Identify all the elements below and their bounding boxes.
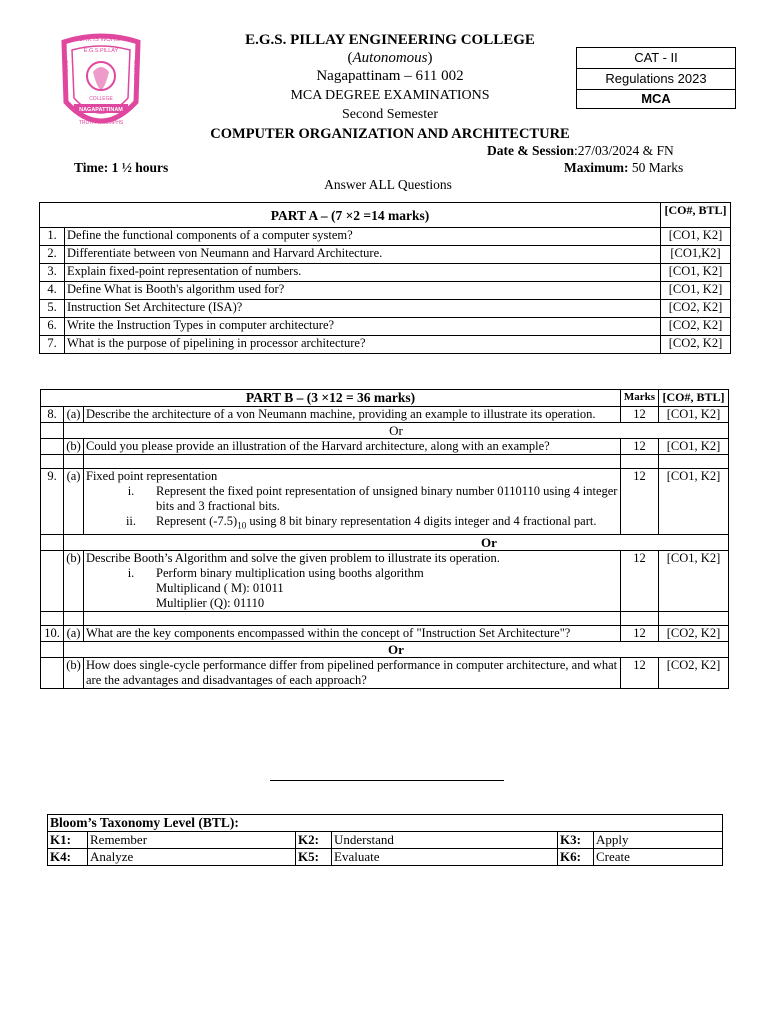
- sub-item-label: i.: [127, 484, 135, 498]
- question-marks: 12: [621, 657, 659, 688]
- question-number: 8.: [41, 407, 64, 423]
- part-a-table: [39, 202, 731, 354]
- table-row: [40, 300, 731, 318]
- semester: Second Semester: [341, 107, 439, 122]
- sub-item-text: [156, 514, 618, 534]
- multiplier: Multiplier (Q): 01110: [156, 595, 265, 610]
- table-row: [40, 264, 731, 282]
- program-label: MCA: [641, 91, 671, 106]
- question-number: 3.: [40, 264, 65, 282]
- question-text: Describe the architecture of a von Neumann machine, providing an example to illustrate its operation.: [84, 407, 621, 423]
- exam-title: MCA DEGREE EXAMINATIONS: [290, 88, 490, 103]
- table-row: [41, 550, 729, 611]
- autonomous-line: [170, 50, 610, 67]
- btl-code: K5:: [296, 849, 332, 866]
- table-row: [40, 318, 731, 336]
- question-number: 10.: [41, 625, 64, 641]
- btl-name: Evaluate: [332, 849, 558, 866]
- logo-city: NAGAPATTINAM: [79, 107, 123, 113]
- question-main-text: Describe Booth’s Algorithm and solve the given problem to illustrate its operation.: [86, 550, 500, 565]
- exam-info-box: [576, 47, 736, 109]
- question-co: [CO1, K2]: [661, 282, 731, 300]
- exam-duration: Time: 1 ½ hours: [74, 160, 169, 175]
- cat-label: CAT - II: [577, 48, 735, 69]
- table-row: [41, 469, 729, 535]
- sub-item-post: using 8 bit binary representation 4 digits integer and 4 fractional part.: [246, 514, 597, 528]
- question-text: What are the key components encompassed within the concept of "Instruction Set Architecture"?: [84, 625, 621, 641]
- question-text: Define What is Booth's algorithm used for?: [65, 282, 661, 300]
- table-row: [41, 625, 729, 641]
- question-text: Write the Instruction Types in computer architecture?: [65, 318, 661, 336]
- question-part-label: (a): [64, 625, 84, 641]
- sub-item-pre: Represent (-7.5): [156, 514, 238, 528]
- question-marks: 12: [621, 407, 659, 423]
- table-row: [41, 657, 729, 688]
- btl-name: Analyze: [88, 849, 296, 866]
- autonomous-text: Autonomous: [352, 50, 428, 66]
- question-number: 1.: [40, 228, 65, 246]
- question-marks: 12: [621, 550, 659, 611]
- btl-name: Create: [594, 849, 723, 866]
- question-number: 5.: [40, 300, 65, 318]
- question-part-label: (a): [64, 407, 84, 423]
- blooms-taxonomy-table: [47, 814, 723, 866]
- question-co: [CO1, K2]: [659, 407, 729, 423]
- sub-item-text: Perform binary multiplication using booths algorithm: [156, 565, 424, 580]
- question-text: Explain fixed-point representation of numbers.: [65, 264, 661, 282]
- logo-top-text: WORK IS WORSHIP: [72, 37, 130, 43]
- question-text: What is the purpose of pipelining in processor architecture?: [65, 336, 661, 354]
- question-co: [CO2, K2]: [659, 625, 729, 641]
- btl-code: K3:: [558, 832, 594, 849]
- instruction: Answer ALL Questions: [324, 177, 452, 192]
- btl-code: K1:: [48, 832, 88, 849]
- blooms-title: Bloom’s Taxonomy Level (BTL):: [48, 815, 723, 832]
- date-value: :27/03/2024 & FN: [574, 143, 674, 158]
- regulations-label: Regulations 2023: [577, 69, 735, 90]
- question-number: 2.: [40, 246, 65, 264]
- subscript: 10: [237, 520, 247, 531]
- table-row: [40, 336, 731, 354]
- college-name: E.G.S. PILLAY ENGINEERING COLLEGE: [245, 32, 535, 48]
- question-text: Differentiate between von Neumann and Harvard Architecture.: [65, 246, 661, 264]
- date-label: Date & Session: [487, 143, 574, 158]
- question-co: [CO2, K2]: [661, 318, 731, 336]
- question-text: How does single-cycle performance differ from pipelined performance in computer architecture, and what are the advantages and disadvantages of each approach?: [84, 657, 621, 688]
- question-marks: 12: [621, 439, 659, 455]
- subject-title: COMPUTER ORGANIZATION AND ARCHITECTURE: [210, 126, 570, 142]
- sub-item-label: ii.: [125, 514, 137, 528]
- question-co: [CO1,K2]: [661, 246, 731, 264]
- table-row: [40, 228, 731, 246]
- college-logo-emblem: [58, 32, 144, 136]
- logo-motto: TRUTH TRIUMPHS: [78, 120, 124, 126]
- multiplicand: Multiplicand ( M): 01011: [156, 580, 284, 595]
- btl-name: Apply: [594, 832, 723, 849]
- question-part-label: (b): [64, 550, 84, 611]
- question-part-label: (b): [64, 439, 84, 455]
- divider-line: [270, 780, 504, 781]
- question-text: [84, 469, 621, 535]
- question-number: 7.: [40, 336, 65, 354]
- table-row: [48, 849, 723, 866]
- date-session: [487, 143, 674, 159]
- btl-name: Understand: [332, 832, 558, 849]
- autonomous-open: (: [347, 50, 353, 66]
- question-main-text: Fixed point representation: [86, 469, 218, 483]
- or-divider: [64, 534, 729, 550]
- question-number: 4.: [40, 282, 65, 300]
- max-label: Maximum:: [564, 160, 629, 175]
- question-text: Could you please provide an illustration of the Harvard architecture, along with an example?: [84, 439, 621, 455]
- part-b-title: PART B – (3 ×12 = 36 marks): [41, 390, 621, 407]
- question-number: 9.: [41, 469, 64, 535]
- question-number: 6.: [40, 318, 65, 336]
- btl-code: K2:: [296, 832, 332, 849]
- question-part-label: (b): [64, 657, 84, 688]
- sub-item-label: i.: [127, 565, 135, 580]
- question-co: [CO1, K2]: [659, 469, 729, 535]
- question-marks: 12: [621, 625, 659, 641]
- question-text: Instruction Set Architecture (ISA)?: [65, 300, 661, 318]
- question-co: [CO1, K2]: [659, 439, 729, 455]
- marks-header: Marks: [621, 390, 659, 407]
- question-text: Define the functional components of a computer system?: [65, 228, 661, 246]
- question-co: [CO2, K2]: [661, 300, 731, 318]
- table-row: [41, 407, 729, 423]
- or-text: Or: [481, 534, 497, 550]
- table-row: [40, 282, 731, 300]
- question-co: [CO2, K2]: [661, 336, 731, 354]
- part-b-co-header: [CO#, BTL]: [659, 390, 729, 407]
- btl-name: Remember: [88, 832, 296, 849]
- part-a-co-header: [CO#, BTL]: [661, 203, 731, 228]
- logo-name: E.G.S.PILLAY: [83, 48, 119, 54]
- logo-college: COLLEGE: [89, 96, 113, 102]
- part-a-title: PART A – (7 ×2 =14 marks): [40, 203, 661, 228]
- question-part-label: (a): [64, 469, 84, 535]
- question-co: [CO1, K2]: [661, 264, 731, 282]
- table-row: [41, 439, 729, 455]
- question-co: [CO1, K2]: [661, 228, 731, 246]
- table-row: [48, 832, 723, 849]
- or-divider: Or: [64, 641, 729, 657]
- question-marks: 12: [621, 469, 659, 535]
- question-text: [84, 550, 621, 611]
- max-value: 50 Marks: [628, 160, 684, 175]
- max-marks: [564, 160, 683, 176]
- table-row: [40, 246, 731, 264]
- or-divider: Or: [64, 423, 729, 439]
- autonomous-close: ): [427, 50, 433, 66]
- question-co: [CO2, K2]: [659, 657, 729, 688]
- part-b-table: [40, 389, 729, 689]
- logo-right-text: ENGINEERING: [133, 60, 138, 92]
- btl-code: K4:: [48, 849, 88, 866]
- sub-item-text: Represent the fixed point representation of unsigned binary number 0110110 using 4 integer bits and 3 fractional bits.: [156, 484, 618, 513]
- logo-left-text: EDUCATIONAL: [64, 60, 69, 92]
- college-location: Nagapattinam – 611 002: [316, 68, 464, 84]
- btl-code: K6:: [558, 849, 594, 866]
- question-co: [CO1, K2]: [659, 550, 729, 611]
